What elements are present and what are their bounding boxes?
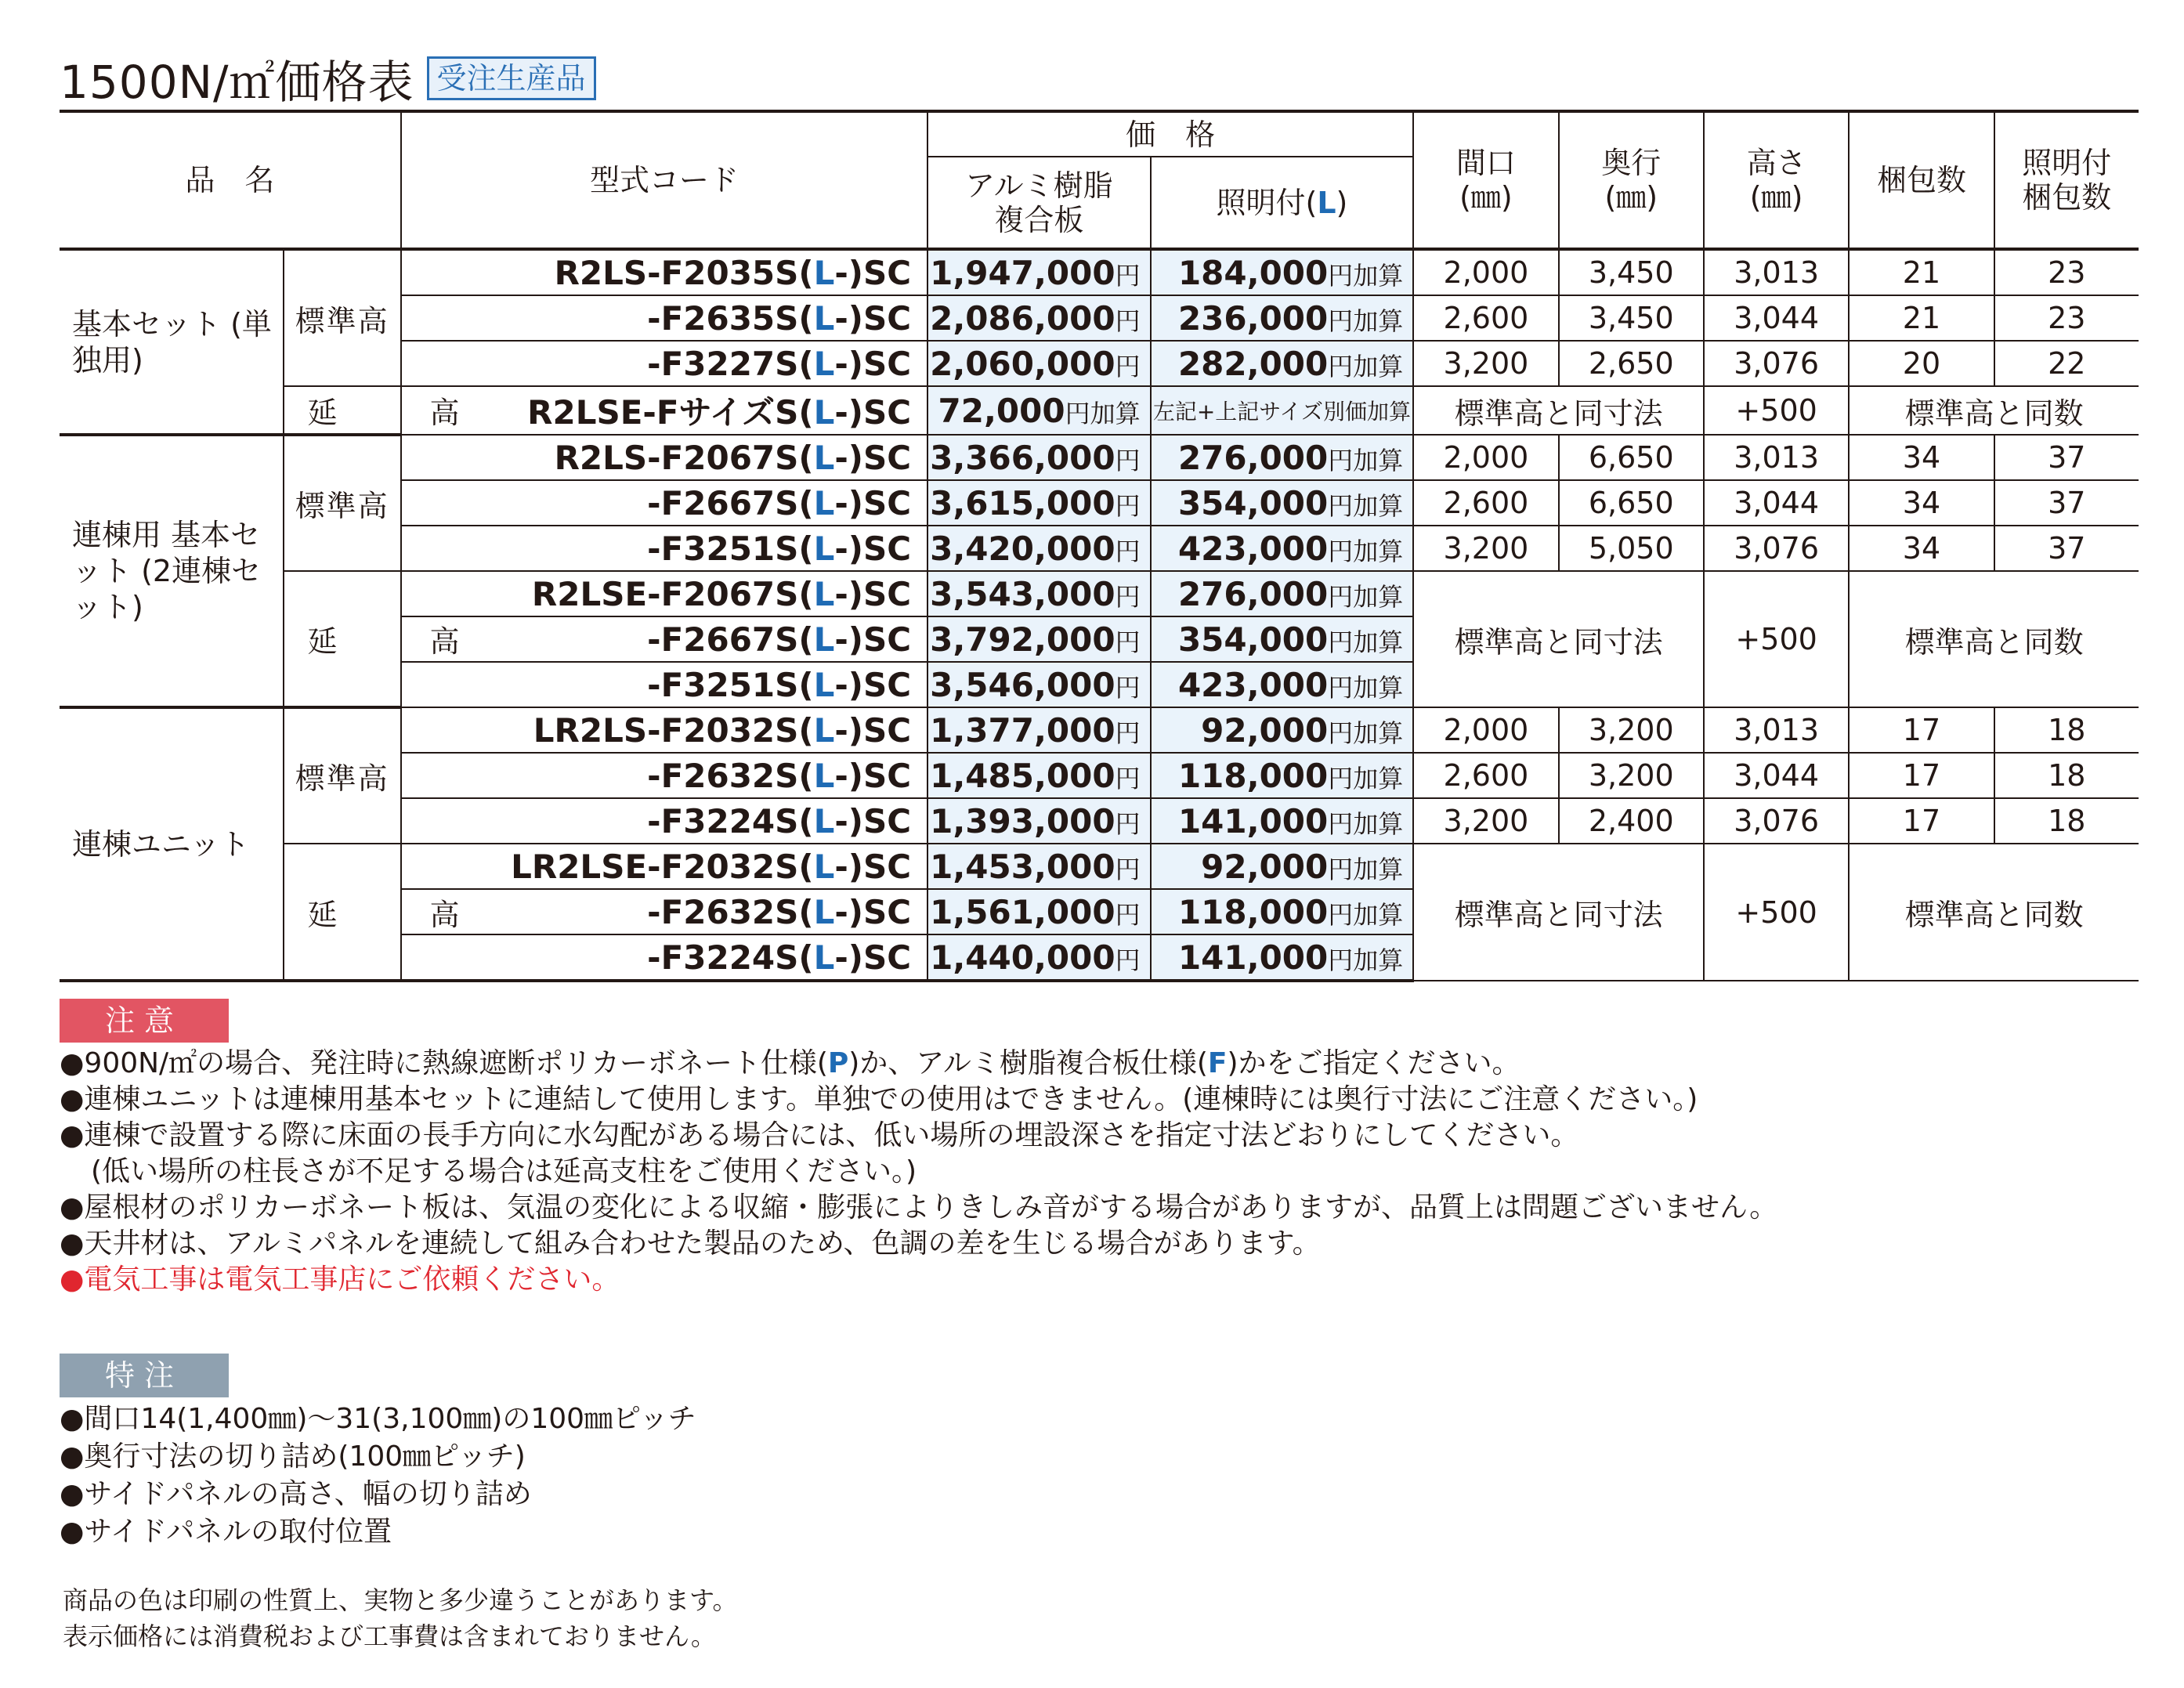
lpkg-cell: 23	[1994, 295, 2139, 341]
lighting-price-unit: 円加算	[1328, 763, 1404, 793]
width-cell: 2,600	[1413, 295, 1558, 341]
depth-cell: 6,650	[1559, 480, 1704, 526]
caution-line: ●屋根材のポリカーボネート板は、気温の変化による収縮・膨張によりきしみ音がする場合がありますが、品質上は問題ございません。	[60, 1191, 1778, 1224]
lpkg-cell: 37	[1994, 435, 2139, 480]
price-unit: 円	[1115, 808, 1141, 839]
height-cell: 3,076	[1704, 798, 1849, 844]
product-name-cell: 連棟用 基本セット (2連棟セット)	[60, 435, 284, 707]
lighting-price-value: 236,000	[1177, 298, 1329, 338]
model-code-suffix: -)SC	[834, 938, 912, 977]
header-width: 間口 (㎜)	[1413, 111, 1558, 249]
price-value: 3,420,000	[930, 529, 1116, 568]
header-lighting-l: L	[1317, 185, 1336, 220]
price-unit: 円	[1115, 581, 1141, 612]
height-type-cell: 延 高	[284, 571, 401, 707]
price-value: 1,485,000	[930, 756, 1116, 795]
lighting-price-value: 118,000	[1177, 756, 1329, 795]
height-cell: 3,044	[1704, 480, 1849, 526]
depth-cell: 5,050	[1559, 526, 1704, 571]
lighting-price-cell	[1151, 435, 1414, 480]
price-unit: 円	[1115, 445, 1141, 475]
model-code-cell	[401, 295, 927, 341]
price-table	[60, 110, 2139, 982]
model-code-lighting-l: L	[813, 253, 835, 292]
height-cell: 3,076	[1704, 341, 1849, 386]
lighting-price-cell	[1151, 753, 1414, 798]
price-unit: 円	[1115, 536, 1141, 566]
model-code-lighting-l: L	[813, 620, 835, 659]
price-cell	[927, 662, 1151, 707]
model-code-suffix: -)SC	[834, 438, 912, 477]
model-code-lighting-l: L	[813, 344, 835, 383]
lighting-price-cell	[1151, 616, 1414, 662]
model-code-cell	[401, 707, 927, 753]
model-code-prefix: R2LS-F2035S(	[554, 253, 814, 292]
table-row	[60, 707, 2139, 753]
model-code-cell	[401, 435, 927, 480]
caution-line1-c: )かをご指定ください。	[1227, 1047, 1520, 1079]
header-product-name: 品 名	[60, 111, 401, 249]
same-dimensions-cell: 標準高と同寸法	[1413, 571, 1704, 707]
table-row	[60, 249, 2139, 295]
product-name-cell: 基本セット (単独用)	[60, 249, 284, 435]
header-packages: 梱包数	[1849, 111, 1994, 249]
special-order-item: ●サイドパネルの取付位置	[60, 1516, 392, 1548]
model-code-lighting-l: L	[813, 438, 835, 477]
height-cell: 3,044	[1704, 753, 1849, 798]
header-alum-price: アルミ樹脂 複合板	[927, 157, 1151, 249]
model-code-lighting-l: L	[813, 529, 835, 568]
header-model-code: 型式コード	[401, 111, 927, 249]
model-code-suffix: -)SC	[834, 665, 912, 704]
price-unit: 円	[1115, 672, 1141, 703]
model-code-cell	[401, 526, 927, 571]
width-cell: 2,600	[1413, 753, 1558, 798]
price-cell	[927, 435, 1151, 480]
model-code-prefix: -F2632S(	[647, 756, 814, 795]
price-unit: 円	[1115, 490, 1141, 521]
price-value: 3,543,000	[930, 574, 1116, 613]
price-value: 1,947,000	[930, 253, 1116, 292]
model-code-prefix: -F2632S(	[647, 892, 814, 931]
lighting-price-unit: 円加算	[1328, 490, 1404, 521]
model-code-prefix: -F3227S(	[647, 344, 814, 383]
price-unit: 円	[1115, 945, 1141, 975]
table-row	[60, 386, 2139, 435]
lighting-price-cell	[1151, 295, 1414, 341]
lighting-price-value: 92,000	[1201, 847, 1329, 886]
header-depth: 奥行 (㎜)	[1559, 111, 1704, 249]
model-code-prefix: R2LSE-FサイズS(	[527, 393, 814, 432]
caution-line: ●天井材は、アルミパネルを連続して組み合わせた製品のため、色調の差を生じる場合があります。	[60, 1227, 1321, 1260]
price-value: 1,393,000	[930, 801, 1116, 840]
price-unit: 円	[1115, 351, 1141, 381]
model-code-prefix: -F2635S(	[647, 298, 814, 338]
model-code-cell	[401, 753, 927, 798]
price-value: 2,086,000	[930, 298, 1116, 338]
model-code-suffix: -)SC	[834, 483, 912, 522]
model-code-cell	[401, 798, 927, 844]
height-type-cell: 標準高	[284, 249, 401, 386]
model-code-prefix: R2LSE-F2067S(	[531, 574, 814, 613]
price-unit: 円	[1115, 899, 1141, 930]
model-code-lighting-l: L	[813, 892, 835, 931]
header-price: 価 格	[927, 111, 1413, 157]
price-cell	[927, 889, 1151, 934]
lighting-price-cell	[1151, 662, 1414, 707]
lighting-price-cell	[1151, 889, 1414, 934]
lighting-price-value: 276,000	[1177, 438, 1329, 477]
lighting-price-value: 141,000	[1177, 801, 1329, 840]
height-type-cell: 標準高	[284, 707, 401, 844]
lighting-price-value: 184,000	[1177, 253, 1329, 292]
height-cell: 3,013	[1704, 707, 1849, 753]
model-code-cell	[401, 571, 927, 616]
width-cell: 2,000	[1413, 707, 1558, 753]
page-title: 1500N/㎡価格表	[60, 56, 414, 109]
pkg-cell: 21	[1849, 295, 1994, 341]
price-value: 1,561,000	[930, 892, 1116, 931]
price-value: 3,366,000	[930, 438, 1116, 477]
header-lighting	[1151, 157, 1414, 249]
price-cell	[927, 616, 1151, 662]
width-cell: 3,200	[1413, 526, 1558, 571]
lighting-price-value: 92,000	[1201, 710, 1329, 750]
lighting-price-unit: 円加算	[1328, 899, 1404, 930]
lighting-price-value: 354,000	[1177, 620, 1329, 659]
caution-line	[60, 1046, 2128, 1082]
lighting-price-note: 左記+上記サイズ別価加算	[1151, 386, 1414, 435]
lighting-price-value: 423,000	[1177, 529, 1329, 568]
lighting-price-cell	[1151, 798, 1414, 844]
price-value: 3,792,000	[930, 620, 1116, 659]
pkg-cell: 17	[1849, 707, 1994, 753]
pkg-cell: 17	[1849, 798, 1994, 844]
model-code-cell	[401, 662, 927, 707]
lighting-price-unit: 円加算	[1328, 945, 1404, 975]
width-cell: 2,000	[1413, 249, 1558, 295]
special-order-item: ●奥行寸法の切り詰め(100㎜ピッチ)	[60, 1440, 526, 1473]
price-cell	[927, 798, 1151, 844]
model-code-lighting-l: L	[813, 938, 835, 977]
price-cell	[927, 707, 1151, 753]
width-cell: 3,200	[1413, 798, 1558, 844]
same-packages-cell: 標準高と同数	[1849, 844, 2139, 981]
price-value: 1,440,000	[930, 938, 1116, 977]
price-cell	[927, 249, 1151, 295]
special-order-item: ●間口14(1,400㎜)〜31(3,100㎜)の100㎜ピッチ	[60, 1403, 696, 1435]
footer-line: 表示価格には消費税および工事費は含まれておりません。	[63, 1621, 716, 1651]
lpkg-cell: 37	[1994, 480, 2139, 526]
lighting-price-unit: 円加算	[1328, 351, 1404, 381]
price-value: 1,377,000	[930, 710, 1116, 750]
same-packages-cell: 標準高と同数	[1849, 386, 2139, 435]
lighting-price-value: 276,000	[1177, 574, 1329, 613]
height-cell: 3,044	[1704, 295, 1849, 341]
model-code-suffix: -)SC	[834, 393, 912, 432]
height-cell: 3,013	[1704, 435, 1849, 480]
model-code-suffix: -)SC	[834, 344, 912, 383]
pkg-cell: 34	[1849, 480, 1994, 526]
caution-line1-p: P	[827, 1047, 849, 1079]
pkg-cell: 17	[1849, 753, 1994, 798]
lighting-price-unit: 円加算	[1328, 581, 1404, 612]
price-value: 2,060,000	[930, 344, 1116, 383]
model-code-suffix: -)SC	[834, 756, 912, 795]
caution-line: ●連棟で設置する際に床面の長手方向に水勾配がある場合には、低い場所の埋設深さを指定寸法どおりにしてください。	[60, 1119, 1579, 1151]
caution-line1-f: F	[1207, 1047, 1228, 1079]
price-cell	[927, 295, 1151, 341]
model-code-prefix: R2LS-F2067S(	[554, 438, 814, 477]
model-code-cell	[401, 844, 927, 889]
model-code-suffix: -)SC	[834, 529, 912, 568]
model-code-lighting-l: L	[813, 801, 835, 840]
depth-cell: 2,650	[1559, 341, 1704, 386]
model-code-prefix: -F3251S(	[647, 529, 814, 568]
lighting-price-value: 354,000	[1177, 483, 1329, 522]
table-row	[60, 435, 2139, 480]
model-code-prefix: LR2LS-F2032S(	[533, 710, 814, 750]
price-unit: 円加算	[1065, 398, 1141, 428]
lighting-price-value: 282,000	[1177, 344, 1329, 383]
footer-notes	[63, 1582, 737, 1654]
header-lighting-packages: 照明付 梱包数	[1994, 111, 2139, 249]
model-code-cell	[401, 341, 927, 386]
lighting-price-cell	[1151, 571, 1414, 616]
lighting-price-value: 118,000	[1177, 892, 1329, 931]
lighting-price-value: 141,000	[1177, 938, 1329, 977]
lighting-price-unit: 円加算	[1328, 445, 1404, 475]
model-code-lighting-l: L	[813, 665, 835, 704]
caution-line1-a: ●900N/㎡の場合、発注時に熱線遮断ポリカーボネート仕様(	[60, 1047, 828, 1079]
model-code-prefix: -F2667S(	[647, 483, 814, 522]
model-code-suffix: -)SC	[834, 847, 912, 886]
special-order-list	[60, 1401, 696, 1551]
model-code-suffix: -)SC	[834, 253, 912, 292]
made-to-order-badge: 受注生産品	[427, 56, 596, 100]
model-code-lighting-l: L	[813, 710, 835, 750]
height-type-cell: 延 高	[284, 386, 401, 435]
lighting-price-unit: 円加算	[1328, 717, 1404, 748]
table-row	[60, 844, 2139, 889]
price-unit: 円	[1115, 763, 1141, 793]
height-type-cell: 延 高	[284, 844, 401, 981]
width-cell: 2,600	[1413, 480, 1558, 526]
lighting-price-unit: 円加算	[1328, 627, 1404, 657]
price-cell	[927, 571, 1151, 616]
model-code-lighting-l: L	[813, 298, 835, 338]
special-order-item: ●サイドパネルの高さ、幅の切り詰め	[60, 1478, 532, 1510]
price-value: 72,000	[938, 391, 1065, 430]
price-unit: 円	[1115, 305, 1141, 336]
price-table-body	[60, 249, 2139, 981]
caution-line: ●連棟ユニットは連棟用基本セットに連結して使用します。単独での使用はできません。(連棟時には奥行寸法にご注意ください。)	[60, 1083, 1698, 1115]
price-cell	[927, 386, 1151, 435]
price-value: 3,615,000	[930, 483, 1116, 522]
model-code-suffix: -)SC	[834, 710, 912, 750]
lighting-price-cell	[1151, 707, 1414, 753]
same-dimensions-cell: 標準高と同寸法	[1413, 844, 1704, 981]
lpkg-cell: 22	[1994, 341, 2139, 386]
model-code-lighting-l: L	[813, 393, 835, 432]
extended-height-cell: +500	[1704, 386, 1849, 435]
lpkg-cell: 18	[1994, 707, 2139, 753]
model-code-suffix: -)SC	[834, 801, 912, 840]
caution-label: 注意	[60, 999, 229, 1043]
model-code-cell	[401, 480, 927, 526]
lighting-price-cell	[1151, 249, 1414, 295]
width-cell: 2,000	[1413, 435, 1558, 480]
price-cell	[927, 341, 1151, 386]
price-unit: 円	[1115, 854, 1141, 884]
model-code-prefix: LR2LSE-F2032S(	[511, 847, 814, 886]
caution-line: (低い場所の柱長さが不足する場合は延高支柱をご使用ください。)	[91, 1155, 917, 1187]
price-cell	[927, 753, 1151, 798]
same-dimensions-cell: 標準高と同寸法	[1413, 386, 1704, 435]
pkg-cell: 20	[1849, 341, 1994, 386]
caution-line-warning: ●電気工事は電気工事店にご依頼ください。	[60, 1263, 620, 1296]
lighting-price-unit: 円加算	[1328, 672, 1404, 703]
pkg-cell: 34	[1849, 526, 1994, 571]
width-cell: 3,200	[1413, 341, 1558, 386]
depth-cell: 3,450	[1559, 295, 1704, 341]
model-code-cell	[401, 249, 927, 295]
model-code-prefix: -F3224S(	[647, 938, 814, 977]
lighting-price-value: 423,000	[1177, 665, 1329, 704]
lpkg-cell: 23	[1994, 249, 2139, 295]
extended-height-cell: +500	[1704, 571, 1849, 707]
model-code-lighting-l: L	[813, 756, 835, 795]
price-cell	[927, 934, 1151, 981]
lighting-price-cell	[1151, 341, 1414, 386]
model-code-suffix: -)SC	[834, 298, 912, 338]
price-cell	[927, 480, 1151, 526]
price-value: 1,453,000	[930, 847, 1116, 886]
depth-cell: 3,450	[1559, 249, 1704, 295]
header-height: 高さ (㎜)	[1704, 111, 1849, 249]
model-code-cell	[401, 934, 927, 981]
model-code-lighting-l: L	[813, 847, 835, 886]
price-unit: 円	[1115, 260, 1141, 291]
header-lighting-prefix: 照明付(	[1216, 185, 1318, 220]
price-cell	[927, 526, 1151, 571]
depth-cell: 2,400	[1559, 798, 1704, 844]
lighting-price-unit: 円加算	[1328, 854, 1404, 884]
title-row	[60, 47, 596, 110]
lighting-price-cell	[1151, 526, 1414, 571]
lpkg-cell: 18	[1994, 753, 2139, 798]
depth-cell: 3,200	[1559, 753, 1704, 798]
product-name-cell: 連棟ユニット	[60, 707, 284, 981]
model-code-prefix: -F2667S(	[647, 620, 814, 659]
model-code-prefix: -F3251S(	[647, 665, 814, 704]
depth-cell: 3,200	[1559, 707, 1704, 753]
model-code-lighting-l: L	[813, 574, 835, 613]
lpkg-cell: 37	[1994, 526, 2139, 571]
pkg-cell: 21	[1849, 249, 1994, 295]
lpkg-cell: 18	[1994, 798, 2139, 844]
height-cell: 3,076	[1704, 526, 1849, 571]
price-unit: 円	[1115, 717, 1141, 748]
price-unit: 円	[1115, 627, 1141, 657]
model-code-prefix: -F3224S(	[647, 801, 814, 840]
height-cell: 3,013	[1704, 249, 1849, 295]
caution-notes	[60, 1046, 2128, 1298]
special-order-label: 特注	[60, 1354, 229, 1397]
header-lighting-suffix: )	[1336, 185, 1348, 220]
caution-line1-b: )か、アルミ樹脂複合板仕様(	[848, 1047, 1208, 1079]
footer-line: 商品の色は印刷の性質上、実物と多少違うことがあります。	[63, 1585, 738, 1615]
same-packages-cell: 標準高と同数	[1849, 571, 2139, 707]
extended-height-cell: +500	[1704, 844, 1849, 981]
model-code-suffix: -)SC	[834, 892, 912, 931]
lighting-price-unit: 円加算	[1328, 808, 1404, 839]
height-type-cell: 標準高	[284, 435, 401, 571]
lighting-price-cell	[1151, 844, 1414, 889]
depth-cell: 6,650	[1559, 435, 1704, 480]
model-code-lighting-l: L	[813, 483, 835, 522]
lighting-price-unit: 円加算	[1328, 536, 1404, 566]
price-cell	[927, 844, 1151, 889]
lighting-price-unit: 円加算	[1328, 260, 1404, 291]
lighting-price-cell	[1151, 934, 1414, 981]
price-value: 3,546,000	[930, 665, 1116, 704]
table-row	[60, 571, 2139, 616]
lighting-price-unit: 円加算	[1328, 305, 1404, 336]
model-code-suffix: -)SC	[834, 620, 912, 659]
pkg-cell: 34	[1849, 435, 1994, 480]
model-code-suffix: -)SC	[834, 574, 912, 613]
lighting-price-cell	[1151, 480, 1414, 526]
